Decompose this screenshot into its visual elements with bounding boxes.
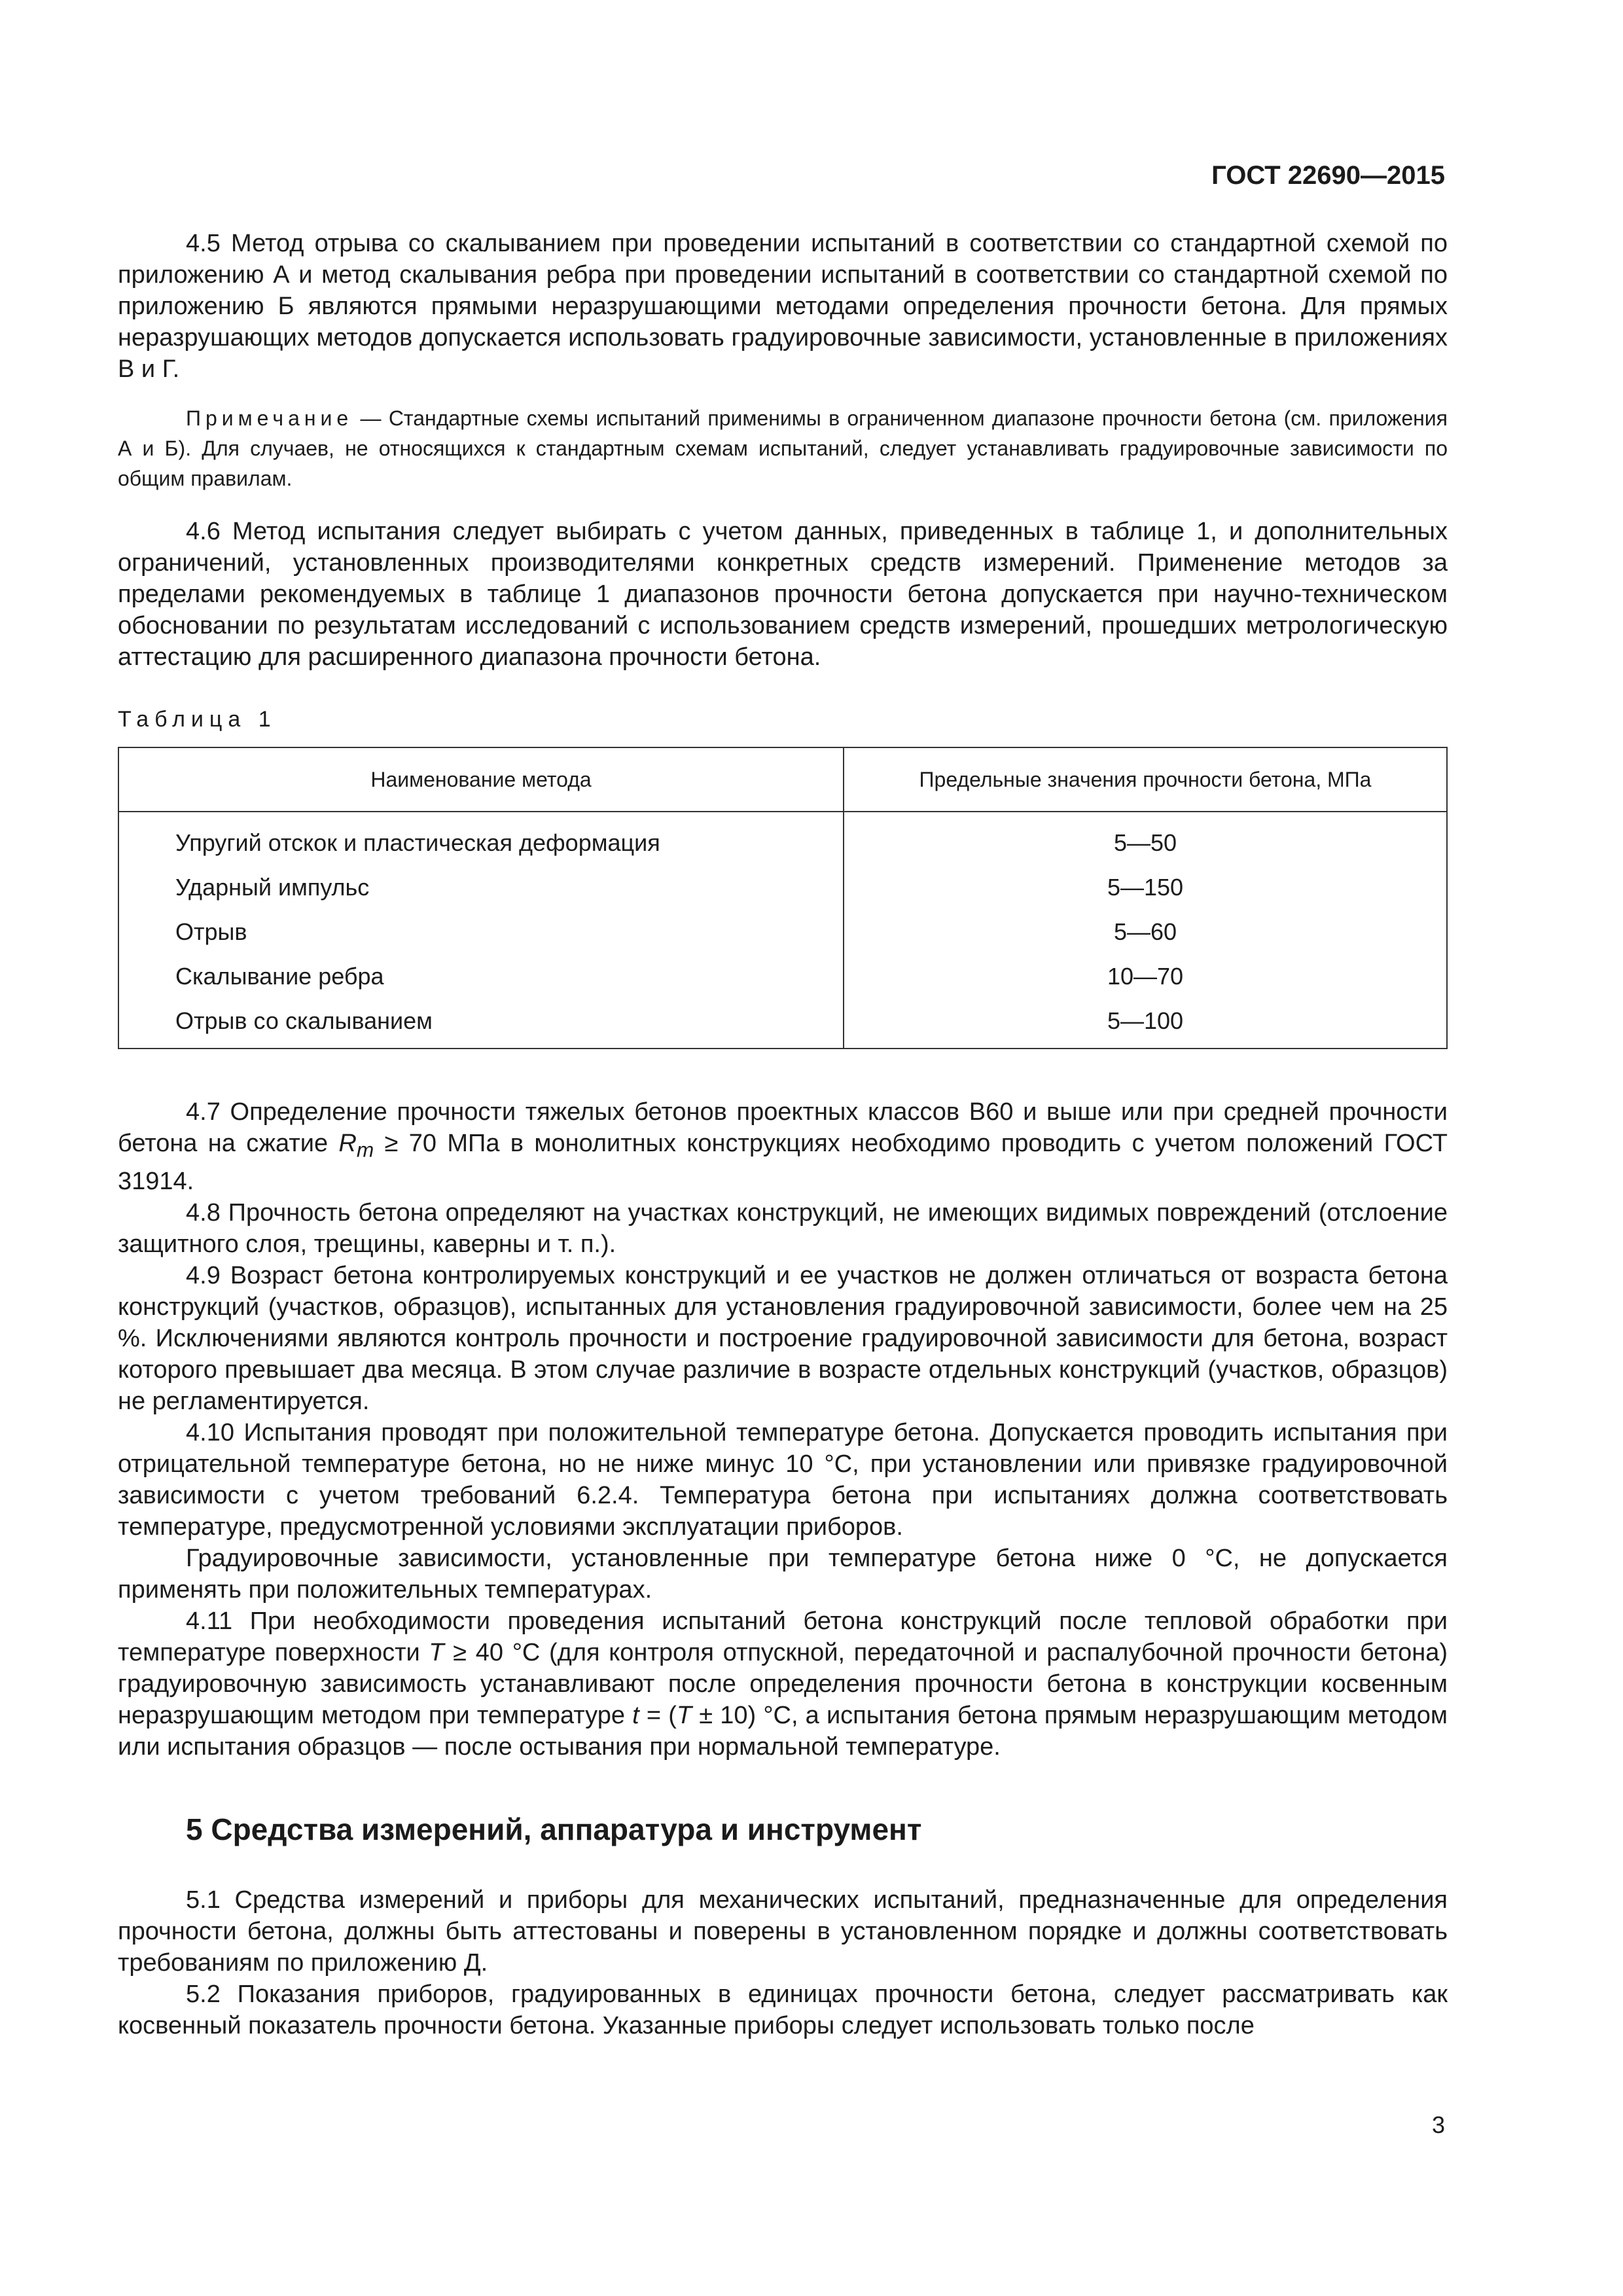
paragraph-4-10-b: Градуировочные зависимости, установленные при температуре бетона ниже 0 °С, не допускается применять при положительных температурах. <box>118 1544 1448 1604</box>
table-caption: Таблица 1 <box>118 707 277 732</box>
paragraph-5-1: 5.1 Средства измерений и приборы для механических испытаний, предназначенные для определения прочности бетона, должны быть аттестованы и поверены в установленном порядке и должны соответствовать требованиям по приложению Д. <box>118 1886 1448 1977</box>
table-cell-method: Упругий отскок и пластическая деформация <box>118 812 844 865</box>
document-header: ГОСТ 22690—2015 <box>1211 161 1445 190</box>
paragraph-5-2: 5.2 Показания приборов, градуированных в единицах прочности бетона, следует рассматривать как косвенный показатель прочности бетона. Указанные приборы следует использовать только после <box>118 1980 1448 2039</box>
table-cell-method: Скалывание ребра <box>118 954 844 999</box>
page-number: 3 <box>1431 2111 1445 2138</box>
table-cell-value: 5—100 <box>1107 1007 1184 1034</box>
paragraph-4-9: 4.9 Возраст бетона контролируемых конструкций и ее участков не должен отличаться от возраста бетона конструкций (участков, образцов), испытанных для установления градуировочной зависимости, более чем на 25 %. Исключениями являются контроль прочности и построение градуировочной зависимости для бетона, возраст которого превышает два месяца. В этом случае различие в возрасте отдельных конструкций (участков, образцов) не регламентируется. <box>118 1261 1448 1415</box>
table-cell-method: Отрыв <box>118 910 844 954</box>
paragraph-4-8: 4.8 Прочность бетона определяют на участках конструкций, не имеющих видимых повреждений (отслоение защитного слоя, трещины, каверны и т. п.). <box>118 1198 1448 1258</box>
p411-text-d: ± 10) °С, а испытания бетона прямым неразрушающим методом или испытания образцов — после остывания при нормальной температуре. <box>118 1701 1448 1761</box>
table-header-method: Наименование метода <box>118 747 844 812</box>
p47-subscript: m <box>356 1138 374 1162</box>
table-cell-value: 5—50 <box>1113 829 1177 856</box>
table-header-limits: Предельные значения прочности бетона, МПа <box>844 747 1447 812</box>
p411-var-T2: T <box>676 1701 692 1729</box>
p411-var-t: t <box>632 1701 639 1729</box>
paragraph-4-5: 4.5 Метод отрыва со скалыванием при проведении испытаний в соответствии со стандартной схемой по приложению А и метод скалывания ребра при проведении испытаний в соответствии со стандартной схемой по приложению Б являются прямыми неразрушающими методами определения прочности бетона. Для прямых неразрушающих методов допускается использовать градуировочные зависимости, установленные в приложениях В и Г. <box>118 230 1448 383</box>
table-cell-method: Ударный импульс <box>118 865 844 910</box>
table-row <box>118 999 1447 1049</box>
p411-text-a: 4.11 При необходимости проведения испытаний бетона конструкций после тепловой обработки при температуре поверхности <box>118 1607 1448 1666</box>
p411-text-b: ≥ 40 °С (для контроля отпускной, передаточной и распалубочной прочности бетона) градуировочную зависимость устанавливают после определения прочности бетона в конструкции косвенным неразрушающим методом при температуре <box>118 1638 1448 1729</box>
paragraph-4-10: 4.10 Испытания проводят при положительной температуре бетона. Допускается проводить испытания при отрицательной температуре бетона, но не ниже минус 10 °С, при установлении или привязке градуировочной зависимости с учетом требований 6.2.4. Температура бетона при испытаниях должна соответствовать температуре, предусмотренной условиями эксплуатации приборов. <box>118 1418 1448 1541</box>
note <box>118 403 1448 493</box>
paragraph-4-11 <box>118 1605 1448 1763</box>
table-cell-value: 5—60 <box>1113 918 1177 945</box>
p47-variable: R <box>338 1130 357 1157</box>
paragraph-4-7 <box>118 1096 1448 1197</box>
p47-text-b: ≥ 70 МПа в монолитных конструкциях необходимо проводить с учетом положений ГОСТ 31914. <box>118 1130 1448 1195</box>
table-row <box>118 954 1447 999</box>
methods-table <box>118 747 1448 1049</box>
note-label: Примечание <box>186 406 353 430</box>
table-cell-method: Отрыв со скалыванием <box>118 999 844 1049</box>
p411-var-T: T <box>429 1638 444 1666</box>
section-5-heading: 5 Средства измерений, аппаратура и инструмент <box>186 1812 922 1846</box>
p47-text-a: 4.7 Определение прочности тяжелых бетонов проектных классов В60 и выше или при средней прочности бетона на сжатие <box>118 1098 1448 1157</box>
paragraph-4-6: 4.6 Метод испытания следует выбирать с учетом данных, приведенных в таблице 1, и дополнительных ограничений, установленных производителями конкретных средств измерений. Применение методов за пределами рекомендуемых в таблице 1 диапазонов прочности бетона допускается при научно-техническом обосновании по результатам исследований с использованием средств измерений, прошедших метрологическую аттестацию для расширенного диапазона прочности бетона. <box>118 518 1448 671</box>
table-cell-value: 10—70 <box>1107 963 1184 990</box>
note-text: — Стандартные схемы испытаний применимы в ограниченном диапазоне прочности бетона (см. приложения А и Б). Для случаев, не относящихся к стандартным схемам испытаний, следует устанавливать градуировочные зависимости по общим правилам. <box>118 406 1448 490</box>
p411-text-c: = ( <box>639 1701 677 1729</box>
table-cell-value: 5—150 <box>1107 874 1184 901</box>
table-row <box>118 910 1447 954</box>
table-row <box>118 865 1447 910</box>
page-content <box>118 228 1448 2041</box>
table-header-row <box>118 747 1447 812</box>
table-row <box>118 812 1447 865</box>
